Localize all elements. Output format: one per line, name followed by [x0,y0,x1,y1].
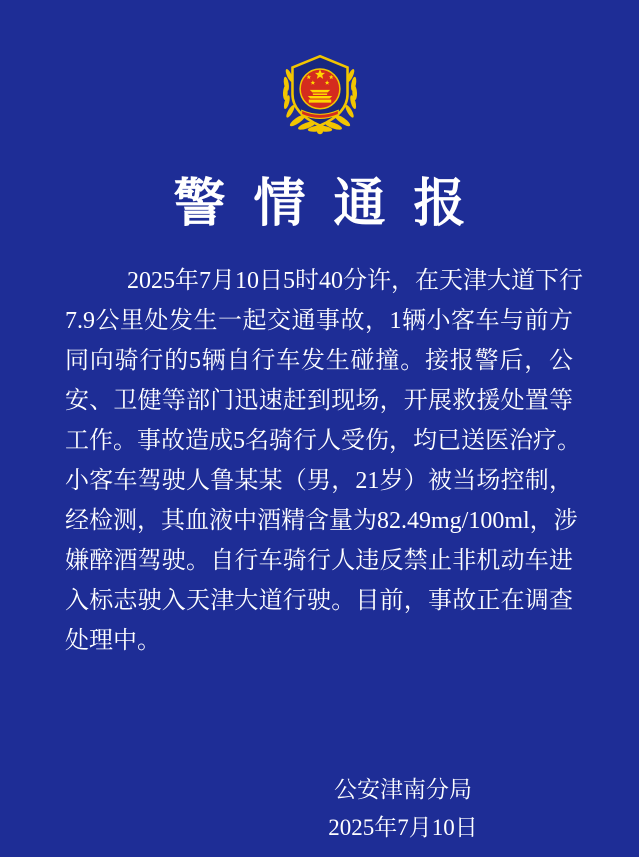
notice-body-line: 7.9公里处发生一起交通事故，1辆小客车与前方 [65,308,573,334]
notice-body-line: 入标志驶入天津大道行驶。目前，事故正在调查 [65,588,573,614]
notice-body-line: 小客车驾驶人鲁某某（男，21岁）被当场控制， [65,468,573,494]
notice-body-line: 同向骑行的5辆自行车发生碰撞。接报警后，公 [65,348,573,374]
notice-body-line: 经检测，其血液中酒精含量为82.49mg/100ml，涉 [65,508,578,534]
notice-signature [325,771,481,847]
police-badge-icon [268,46,372,146]
notice-body [65,261,583,661]
notice-body-line: 安、卫健等部门迅速赶到现场，开展救援处置等 [65,388,573,414]
notice-body-line: 2025年7月10日5时40分许，在天津大道下行 [127,268,583,294]
notice-title: 警情通报 [173,176,494,233]
notice-body-line: 工作。事故造成5名骑行人受伤，均已送医治疗。 [65,428,581,454]
notice-body-line: 嫌醉酒驾驶。自行车骑行人违反禁止非机动车进 [65,548,573,574]
notice-body-line: 处理中。 [65,628,161,654]
issuing-agency: 公安津南分局 [334,777,472,802]
issue-date: 2025年7月10日 [328,815,478,840]
